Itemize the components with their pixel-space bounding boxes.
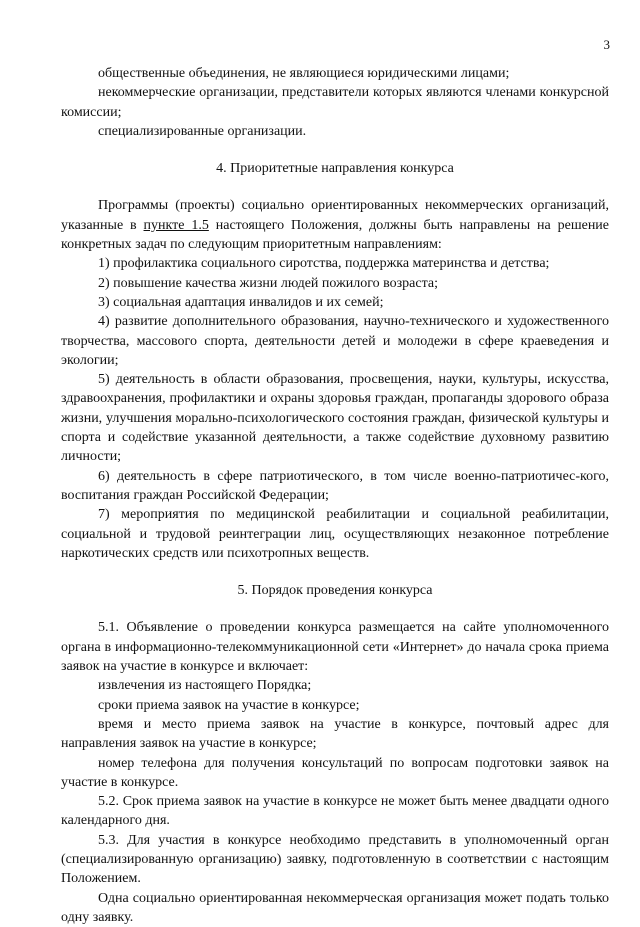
paragraph: [61, 196, 609, 254]
list-item: 3) социальная адаптация инвалидов и их семей;: [98, 294, 384, 310]
paragraph: 5.1. Объявление о проведении конкурса размещается на сайте уполномоченного органа в информационно-телекоммуникационной сети «Интернет» до начала срока приема заявок на участие в конкурсе и включает:: [61, 620, 609, 675]
paragraph-text: Программы (проекты) социально ориентированных некоммерческих организаций, указанные в: [61, 198, 609, 233]
list-item: 2) повышение качества жизни людей пожилого возраста;: [98, 275, 438, 291]
paragraph: сроки приема заявок на участие в конкурсе;: [98, 697, 360, 713]
list-item: 4) развитие дополнительного образования, научно-технического и художественного творчества, массового спорта, деятельности детей и молодежи в сфере краеведения и экологии;: [61, 314, 609, 368]
list-item: 6) деятельность в сфере патриотического, в том числе военно-патриотичес-кого, воспитания граждан Российской Федерации;: [61, 468, 609, 503]
page-number: 3: [603, 37, 610, 52]
paragraph: номер телефона для получения консультаций по вопросам подготовки заявок на участие в конкурсе.: [61, 755, 609, 790]
section-heading: 4. Приоритетные направления конкурса: [216, 161, 454, 177]
paragraph: специализированные организации.: [98, 123, 307, 139]
list-item: 7) мероприятия по медицинской реабилитации и социальной реабилитации, социальной и трудовой реинтеграции лиц, осуществляющих незаконное потребление наркотических средств или психотропных веществ.: [61, 507, 609, 561]
list-item: 1) профилактика социального сиротства, поддержка материнства и детства;: [98, 256, 550, 272]
section-heading: 5. Порядок проведения конкурса: [237, 583, 433, 599]
paragraph-text: настоящего Положения, должны быть направлены на решение конкретных задач по следующим приоритетным направлениям:: [61, 217, 610, 253]
paragraph: Одна социально ориентированная некоммерческая организация может подать только одну заявку.: [61, 890, 609, 925]
paragraph: 5.2. Срок приема заявок на участие в конкурсе не может быть менее двадцати одного календарного дня.: [61, 794, 609, 829]
paragraph: общественные объединения, не являющиеся юридическими лицами;: [98, 66, 510, 81]
paragraph: 5.3. Для участия в конкурсе необходимо представить в уполномоченный орган (специализированную организацию) заявку, подготовленную в соответствии с настоящим Положением.: [61, 832, 609, 887]
paragraph: время и место приема заявок на участие в конкурсе, почтовый адрес для направления заявок на участие в конкурсе;: [61, 716, 609, 752]
paragraph: некоммерческие организации, представители которых являются членами конкурсной комиссии;: [61, 85, 609, 120]
paragraph: извлечения из настоящего Порядка;: [98, 678, 312, 694]
document-body: [61, 64, 609, 927]
list-item: 5) деятельность в области образования, просвещения, науки, культуры, искусства, здравоохранения, профилактики и охраны здоровья граждан, пропаганды здорового образа жизни, улучшения морально-психологического состояния граждан, физической культуры и спорта и содействие указанной деятельности, а также содействие духовному развитию личности;: [61, 372, 609, 465]
document-link[interactable]: пункте 1.5: [143, 217, 209, 233]
